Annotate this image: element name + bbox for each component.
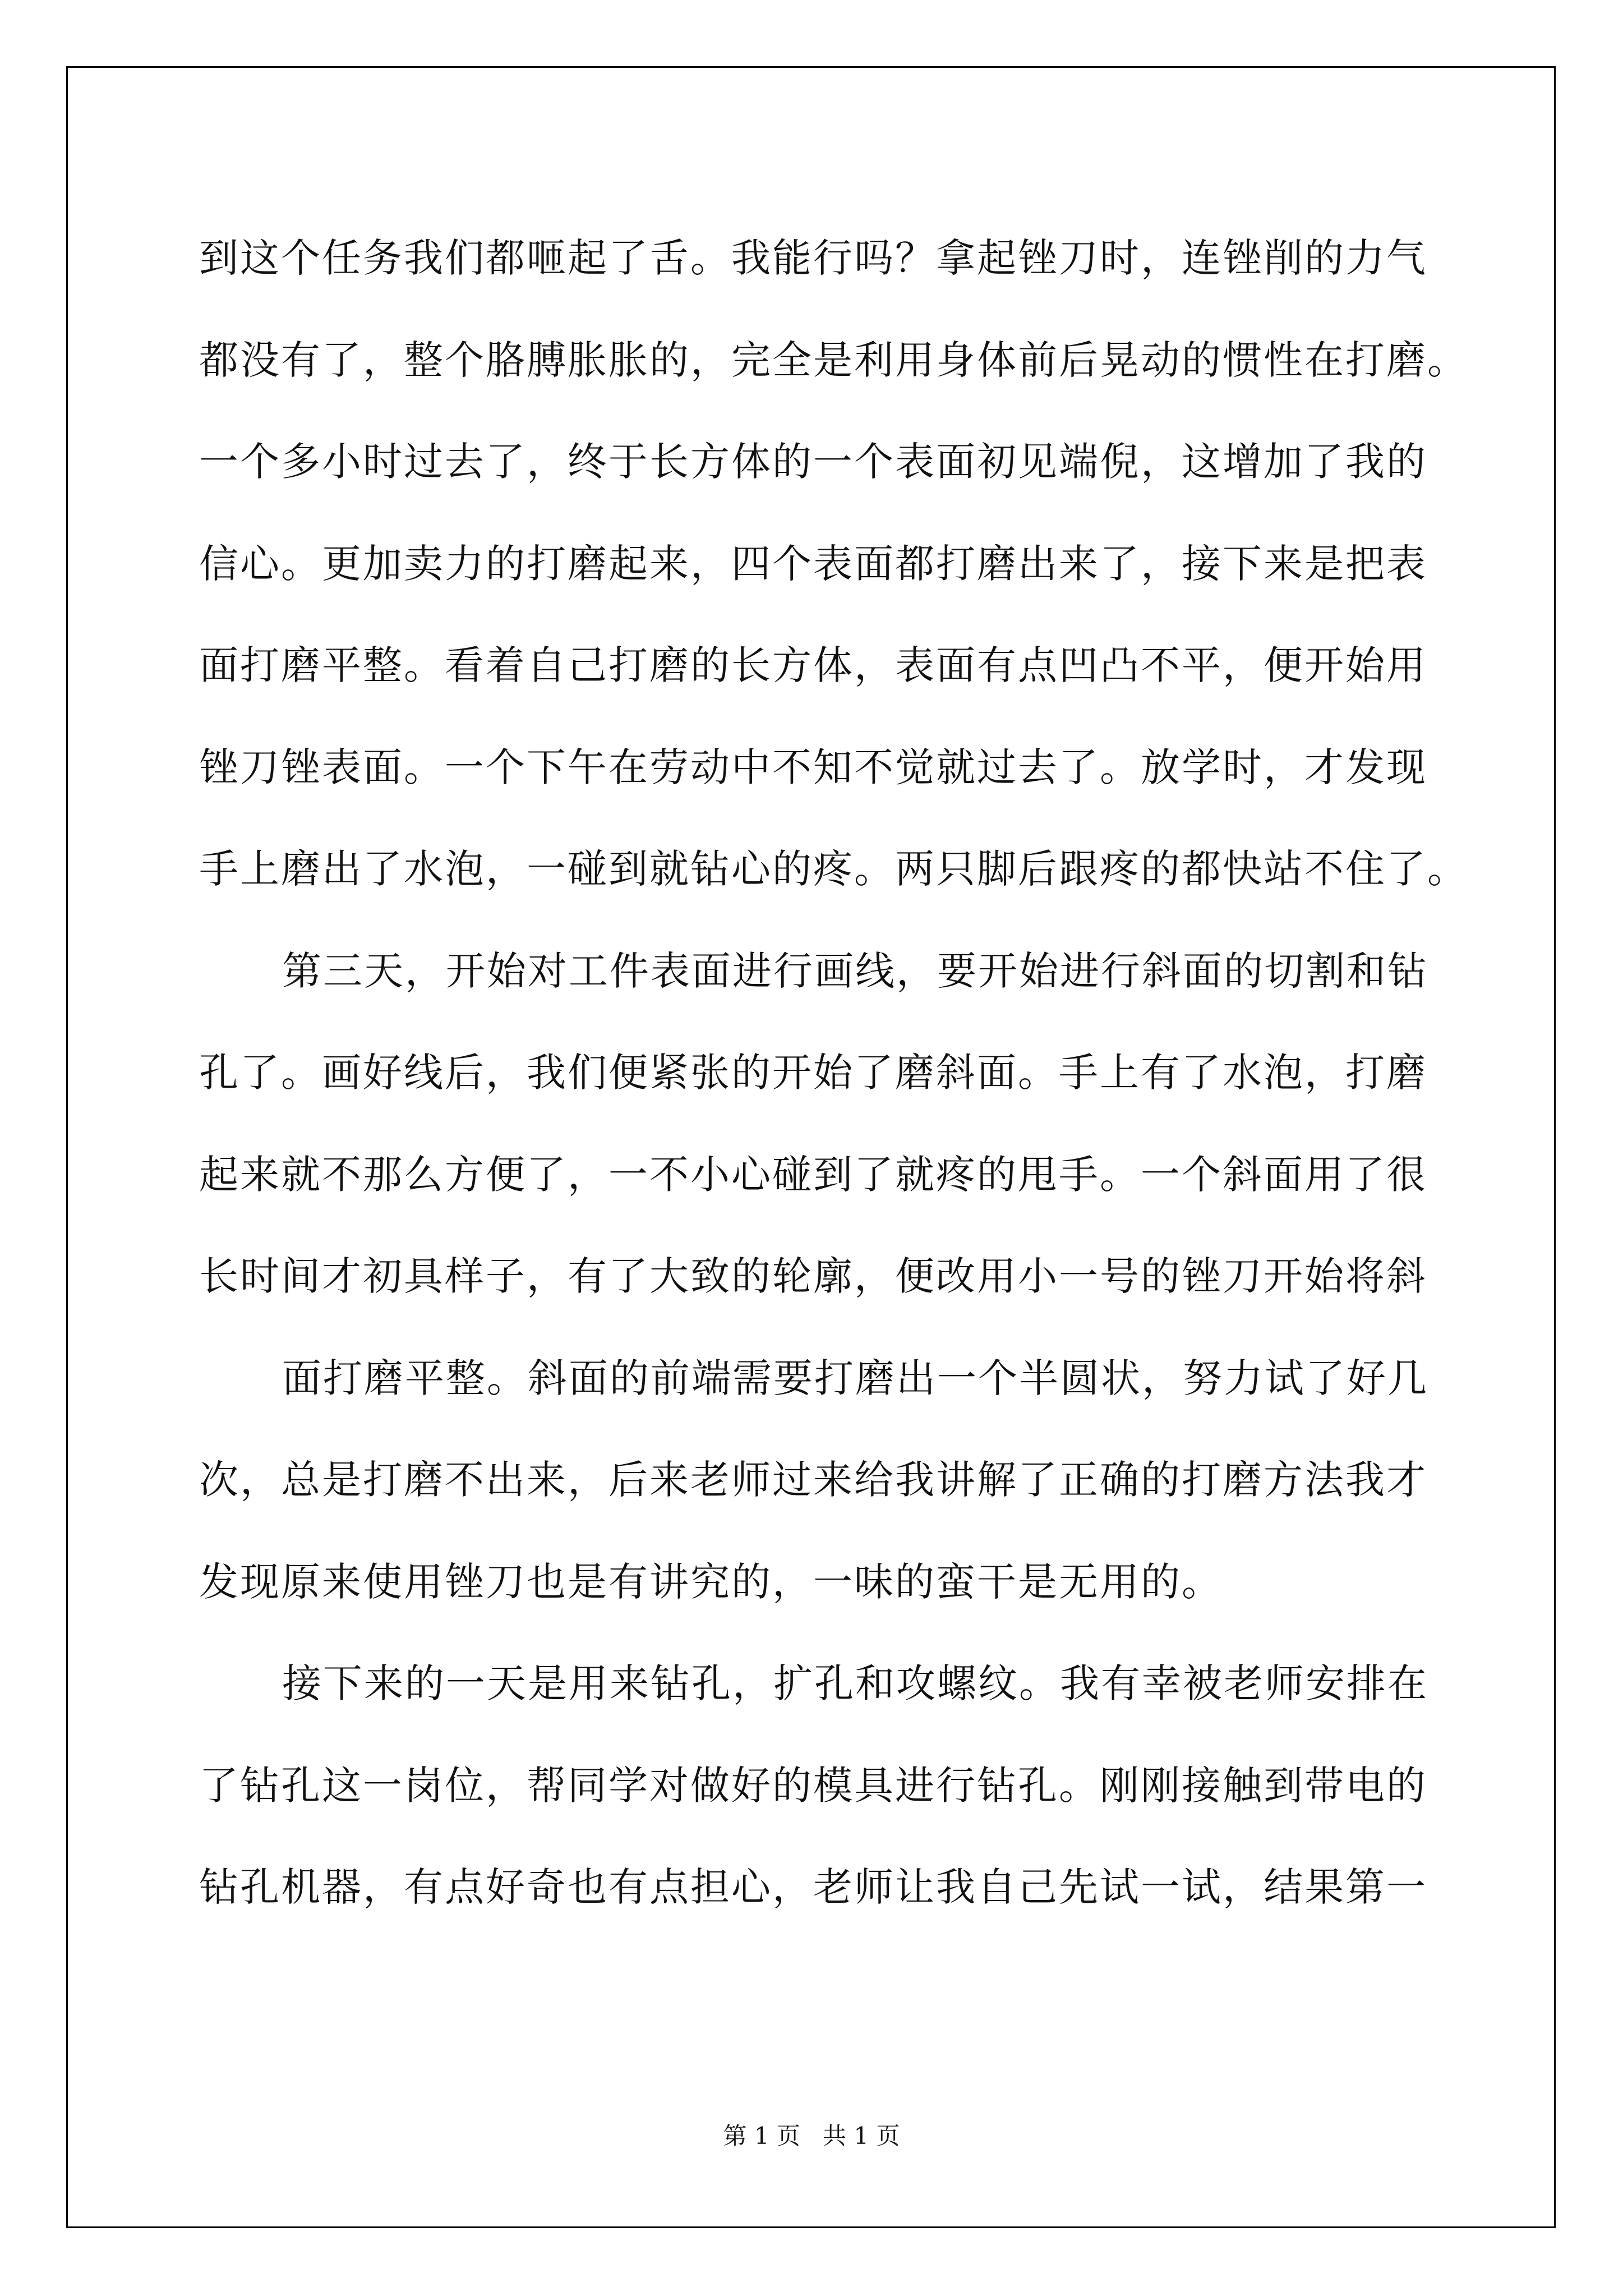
document-body	[199, 208, 1468, 1939]
text-line-9: 孔了。画好线后，我们便紧张的开始了磨斜面。手上有了水泡，打磨	[199, 1050, 1427, 1096]
text-line-17: 钻孔机器，有点好奇也有点担心，老师让我自己先试一试，结果第一	[199, 1864, 1427, 1910]
text-line-10: 起来就不那么方便了，一不小心碰到了就疼的甩手。一个斜面用了很	[199, 1151, 1427, 1198]
text-line-2: 都没有了，整个胳膊胀胀的，完全是利用身体前后晃动的惯性在打磨。	[199, 337, 1468, 383]
text-line-12: 面打磨平整。斜面的前端需要打磨出一个半圆状，努力试了好几	[282, 1355, 1428, 1401]
text-line-16: 了钻孔这一岗位，帮同学对做好的模具进行钻孔。刚刚接触到带电的	[199, 1762, 1427, 1809]
text-line-7: 手上磨出了水泡，一碰到就钻心的疼。两只脚后跟疼的都快站不住了。	[199, 846, 1468, 892]
text-line-14: 发现原来使用锉刀也是有讲究的，一味的蛮干是无用的。	[199, 1558, 1223, 1605]
text-line-13: 次，总是打磨不出来，后来老师过来给我讲解了正确的打磨方法我才	[199, 1457, 1427, 1503]
text-line-8: 第三天，开始对工件表面进行画线，要开始进行斜面的切割和钻	[282, 947, 1428, 994]
text-line-3: 一个多小时过去了，终于长方体的一个表面初见端倪，这增加了我的	[199, 439, 1427, 485]
text-line-4: 信心。更加卖力的打磨起来，四个表面都打磨出来了，接下来是把表	[199, 540, 1427, 587]
text-line-6: 锉刀锉表面。一个下午在劳动中不知不觉就过去了。放学时，才发现	[199, 744, 1427, 790]
text-line-15: 接下来的一天是用来钻孔，扩孔和攻螺纹。我有幸被老师安排在	[282, 1660, 1428, 1706]
text-line-1: 到这个任务我们都咂起了舌。我能行吗？拿起锉刀时，连锉削的力气	[199, 235, 1427, 281]
text-line-5: 面打磨平整。看着自己打磨的长方体，表面有点凹凸不平，便开始用	[199, 642, 1427, 688]
page-footer: 第 1 页 共 1 页	[723, 2122, 900, 2150]
text-line-11: 长时间才初具样子，有了大致的轮廓，便改用小一号的锉刀开始将斜	[199, 1253, 1427, 1299]
